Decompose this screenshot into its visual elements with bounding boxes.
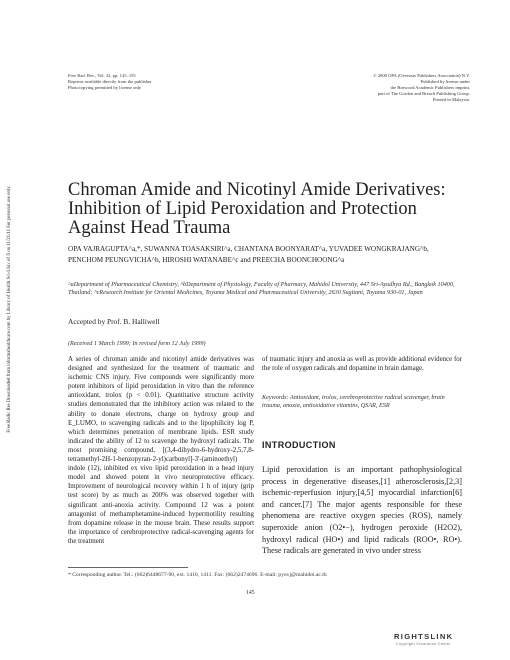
author-list: OPA VAJRAGUPTA^a,*, SUWANNA TOASAKSIRI^a, CHANTANA BOONYARAT^a, YUVADEE WONGKRAJANG^b, PENCHOM PEUNGVICHA^b, HIROSHI WATANABE^c and PREECHA BOONCHOONG^a <box>68 245 429 264</box>
header-right-line: Published by license under <box>420 79 470 84</box>
download-side-note: Free Radic Res Downloaded from informahealthcare.com by Library of Health Sci-Univ of Il on 11/21/11 For personal use only. <box>7 185 12 433</box>
corresponding-author-footnote: * Corresponding author. Tel.: (662)6448677-90, ext. 1410, 1411. Fax: (662)2474696. E-mail: pyovj@mahidol.ac.th <box>68 572 327 578</box>
received-dates: (Received 1 March 1999; In revised form 12 July 1999) <box>68 340 206 347</box>
accepted-by: Accepted by Prof. B. Halliwell <box>68 317 160 326</box>
abstract-text: A series of chroman amide and nicotinyl amide derivatives was designed and synthesized for the treatment of traumatic and ischemic CNS injury. Five compounds were significantly more potent inhibitors of lipid peroxidation in vitro than the reference antioxidant, trolox (p < 0.01). Quantitative structure activity studies demonstrated that the inhibitory action was related to the ability to donate electrons, charge on hydroxy group and E_LUMO, to scavenging radicals and to the lipophilicity log P, which determines penetration of membrane lipids. ESR study indicated the ability of 12 to scavenge the hydroxyl radicals. The most promising compound, [(3,4-dihydro-6-hydroxy-2,5,7,8-tetramethyl-2H-1-benzopyran-2-yl)carbonyl]-3'-(aminoethyl) indole (12), inhibited ex vivo lipid peroxidation in a head injury model and showed potent in vivo neuroprotective efficacy. Improvement of neurological recovery within 1 h of injury (grip test score) by as much as 200% was observed together with significant anti-anoxia activity. Compound 12 was a potent antagonist of methamphetamine-induced hypermotility resulting from dopamine release in the mouse brain. These results support the importance of cerebroprotective radical-scavenging agents for the treatment <box>68 356 254 545</box>
keywords: Keywords: Antioxidant, trolox, cerebroprotective radical scavenger, brain trauma, anoxia, antioxidative vitamins, QSAR, ESR <box>262 394 445 409</box>
journal-header-left <box>68 73 152 91</box>
abstract-continued: of traumatic injury and anoxia as well as provide additional evidence for the role of oxygen radicals and dopamine in brain damage. <box>262 356 462 373</box>
header-left-line: Free Rad. Res., Vol. 32, pp. 145–155 <box>68 73 136 78</box>
header-right-line: the Harwood Academic Publishers imprint, <box>390 85 470 90</box>
header-right-line: part of The Gordon and Breach Publishing Group. <box>377 91 470 96</box>
article-title: Chroman Amide and Nicotinyl Amide Derivatives: Inhibition of Lipid Peroxidation and Protection Against Head Trauma <box>68 180 446 238</box>
header-right-line: © 2000 OPA (Overseas Publishers Association) N.V. <box>373 73 470 78</box>
journal-header-right <box>373 73 470 103</box>
introduction-text: Lipid peroxidation is an important pathophysiological process in degenerative diseases,[1] atherosclerosis,[2,3] ischemic-reperfusion injury,[4,5] myocardial infarction[6] and cancer.[7] The major agents responsible for these phenomena are reactive oxygen species (ROS), namely superoxide anion (O2•−), hydrogen peroxide (H2O2), hydroxyl radical (HO•) and lipid radicals (ROO•, RO•). These radicals are generated in vivo under stress <box>262 465 462 556</box>
footnote-rule <box>68 567 188 568</box>
page-number: 145 <box>246 590 255 596</box>
introduction-heading: INTRODUCTION <box>262 440 336 450</box>
header-left-line: Photocopying permitted by license only <box>68 85 142 90</box>
header-right-line: Printed in Malaysia. <box>432 97 470 102</box>
header-left-line: Reprints available directly from the publisher <box>68 79 152 84</box>
affiliations: ^aDepartment of Pharmaceutical Chemistry, ^bDepartment of Physiology, Faculty of Pharmacy, Mahidol University, 447 Sri-Ayudhya Rd., Bangkok 10400, Thailand; ^cResearch Institute for Oriental Medicines, Toyama Medical and Pharmaceutical University, 2630 Sugitani, Toyama 930-01, Japan <box>68 281 455 296</box>
rightslink-logo-subtext: Copyright Clearance Center <box>396 642 451 646</box>
rightslink-logo: RIGHTSLINK <box>394 632 454 641</box>
